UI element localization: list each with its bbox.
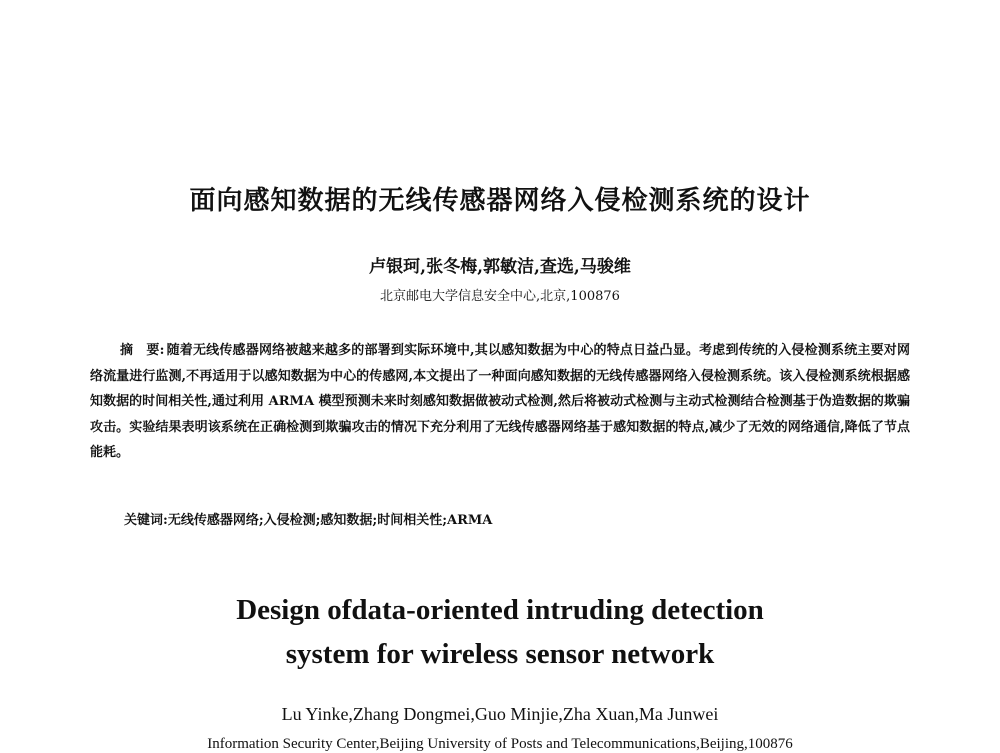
- abstract-text: 随着无线传感器网络被越来越多的部署到实际环境中,其以感知数据为中心的特点日益凸显。考虑到传统的入侵检测系统主要对网络流量进行监测,不再适用于以感知数据为中心的传感网,本文提出了一种面向感知数据的无线传感器网络入侵检测系统。该入侵检测系统根据感知数据的时间相关性,通过利用 ARMA 模型预测未来时刻感知数据做被动式检测,然后将被动式检测与主动式检测结合检测基于伪造数据的欺骗攻击。实验结果表明该系统在正确检测到欺骗攻击的情况下充分利用了无线传感器网络基于感知数据的特点,减少了无效的网络通信,降低了节点能耗。: [90, 343, 910, 460]
- chinese-keywords: [124, 508, 914, 533]
- chinese-authors: 卢银珂,张冬梅,郭敏洁,查选,马骏维: [369, 257, 631, 277]
- english-title-line-1: Design ofdata-oriented intruding detection: [236, 594, 764, 626]
- english-title-line-2: system for wireless sensor network: [285, 638, 715, 670]
- keywords-text: 无线传感器网络;入侵检测;感知数据;时间相关性;ARMA: [167, 513, 493, 528]
- english-authors: Lu Yinke,Zhang Dongmei,Guo Minjie,Zha Xuan,Ma Junwei: [281, 704, 719, 724]
- chinese-affiliation: 北京邮电大学信息安全中心,北京,100876: [380, 289, 620, 304]
- keywords-label: 关键词:: [124, 513, 168, 528]
- chinese-abstract: [90, 338, 910, 466]
- english-title: [0, 588, 1000, 676]
- abstract-label: 摘 要:: [120, 343, 165, 358]
- english-affiliation: Information Security Center,Beijing University of Posts and Telecommunications,Beijing,100876: [207, 736, 793, 752]
- chinese-title: 面向感知数据的无线传感器网络入侵检测系统的设计: [189, 186, 811, 216]
